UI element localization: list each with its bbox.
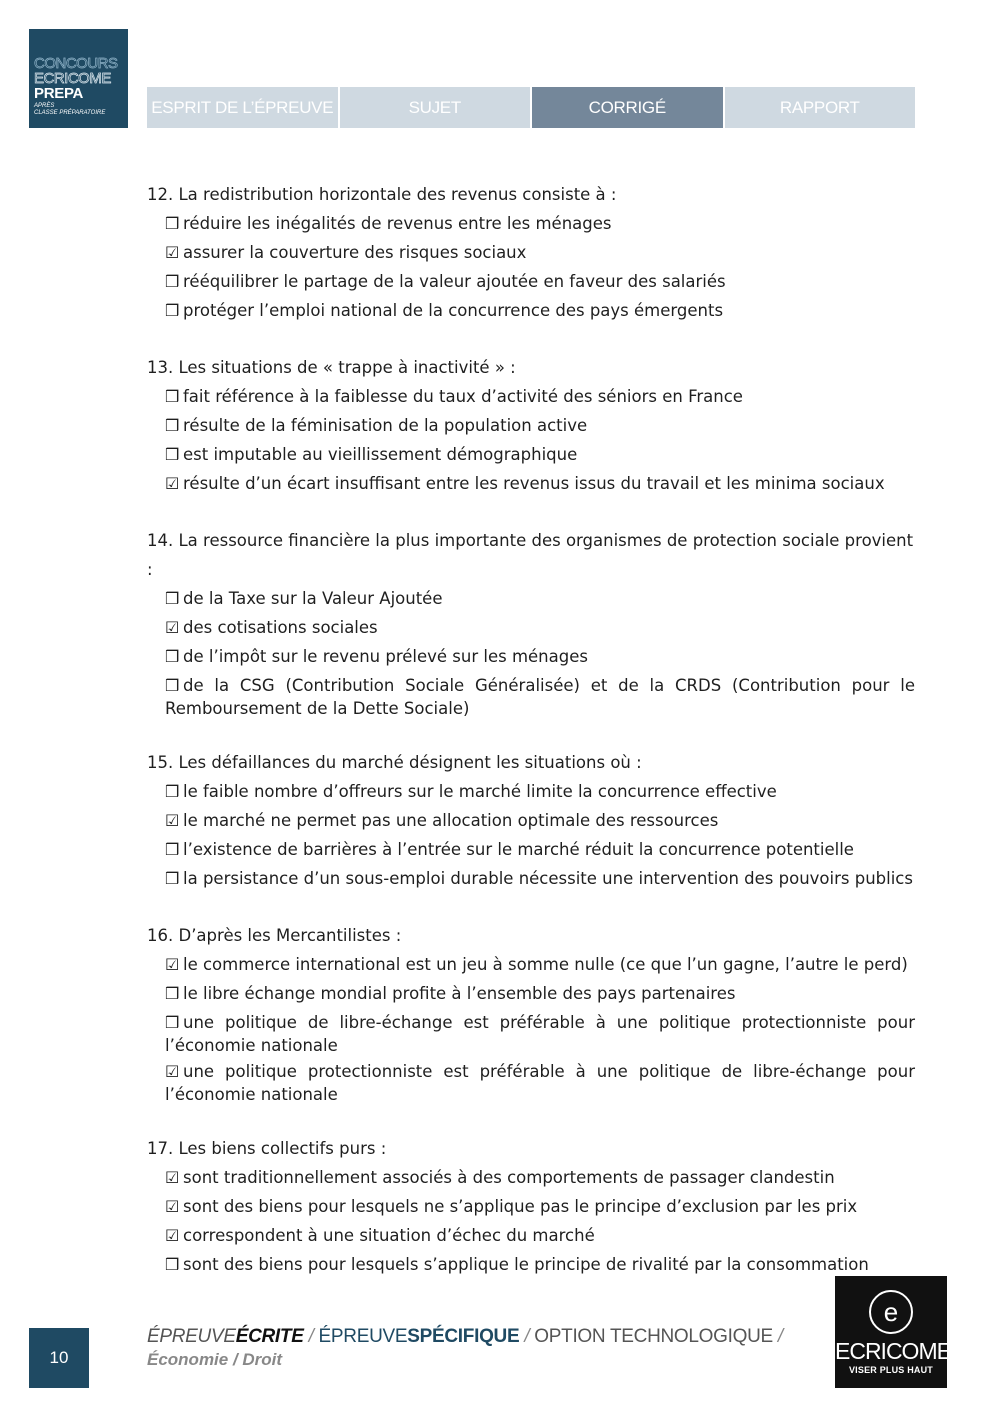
answer-option xyxy=(147,806,915,835)
answer-option xyxy=(147,1250,915,1279)
answer-text: la persistance d’un sous-emploi durable nécessite une intervention des pouvoirs publics xyxy=(183,869,913,888)
footer-separator: / xyxy=(308,1326,314,1347)
qcm-answers xyxy=(147,180,915,1307)
question-block xyxy=(147,748,915,893)
footer-specifique: SPÉCIFIQUE xyxy=(407,1326,520,1347)
answer-option xyxy=(147,1163,915,1192)
answer-option xyxy=(147,1192,915,1221)
answer-text: sont des biens pour lesquels s’applique le principe de rivalité par la consommation xyxy=(183,1255,869,1274)
tab-esprit[interactable]: ESPRIT DE L’ÉPREUVE xyxy=(147,87,338,128)
answer-text: assurer la couverture des risques sociaux xyxy=(183,243,527,262)
empty-checkbox-icon[interactable]: ❒ xyxy=(165,272,180,291)
logo-line-prepa: PREPA xyxy=(34,85,84,102)
answer-option xyxy=(147,238,915,267)
logo-line-ecricome: ECRICOME xyxy=(34,70,111,87)
answer-option xyxy=(147,674,915,720)
answer-option xyxy=(147,613,915,642)
empty-checkbox-icon[interactable]: ❒ xyxy=(165,676,180,695)
answer-option xyxy=(147,1060,915,1106)
logo-classe-preparatoire: CLASSE PRÉPARATOIRE xyxy=(34,109,106,116)
checked-box-icon[interactable]: ☑ xyxy=(165,243,180,262)
answer-text: de l’impôt sur le revenu prélevé sur les ménages xyxy=(183,647,588,666)
answer-text: réduire les inégalités de revenus entre les ménages xyxy=(183,214,612,233)
empty-checkbox-icon[interactable]: ❒ xyxy=(165,387,180,406)
logo-line-apres xyxy=(34,103,128,116)
empty-checkbox-icon[interactable]: ❒ xyxy=(165,782,180,801)
answer-text: une politique de libre-échange est préférable à une politique protectionniste pour l’économie nationale xyxy=(165,1013,915,1055)
footer-ecrite: ÉCRITE xyxy=(235,1326,304,1347)
answer-option xyxy=(147,979,915,1008)
question-block xyxy=(147,921,915,1106)
logo-line-concours: CONCOURS xyxy=(34,55,118,72)
checked-box-icon[interactable]: ☑ xyxy=(165,1226,180,1245)
answer-option xyxy=(147,209,915,238)
checked-box-icon[interactable]: ☑ xyxy=(165,955,180,974)
answer-option xyxy=(147,411,915,440)
answer-text: de la Taxe sur la Valeur Ajoutée xyxy=(183,589,443,608)
answer-text: est imputable au vieillissement démographique xyxy=(183,445,578,464)
question-block xyxy=(147,180,915,325)
question-title: 13. Les situations de « trappe à inactivité » : xyxy=(147,358,516,377)
answer-text: le commerce international est un jeu à somme nulle (ce que l’un gagne, l’autre le perd) xyxy=(183,955,908,974)
empty-checkbox-icon[interactable]: ❒ xyxy=(165,869,180,888)
empty-checkbox-icon[interactable]: ❒ xyxy=(165,445,180,464)
answer-text: correspondent à une situation d’échec du marché xyxy=(183,1226,595,1245)
answer-option xyxy=(147,1011,915,1057)
answer-text: l’existence de barrières à l’entrée sur le marché réduit la concurrence potentielle xyxy=(183,840,854,859)
tab-rapport[interactable]: RAPPORT xyxy=(725,87,916,128)
empty-checkbox-icon[interactable]: ❒ xyxy=(165,416,180,435)
answer-option xyxy=(147,584,915,613)
answer-text: une politique protectionniste est préférable à une politique de libre-échange pour l’économie nationale xyxy=(165,1062,915,1104)
answer-option xyxy=(147,777,915,806)
question-title: 15. Les défaillances du marché désignent les situations où : xyxy=(147,753,642,772)
ecricome-e-icon: e xyxy=(869,1290,913,1334)
checked-box-icon[interactable]: ☑ xyxy=(165,1062,180,1081)
answer-text: rééquilibrer le partage de la valeur ajoutée en faveur des salariés xyxy=(183,272,726,291)
answer-text: fait référence à la faiblesse du taux d’activité des séniors en France xyxy=(183,387,743,406)
answer-option xyxy=(147,267,915,296)
checked-box-icon[interactable]: ☑ xyxy=(165,618,180,637)
concours-ecricome-prepa-logo xyxy=(29,29,128,128)
answer-option xyxy=(147,296,915,325)
tab-corrige[interactable]: CORRIGÉ xyxy=(532,87,723,128)
answer-text: résulte de la féminisation de la population active xyxy=(183,416,588,435)
answer-text: le marché ne permet pas une allocation optimale des ressources xyxy=(183,811,719,830)
checked-box-icon[interactable]: ☑ xyxy=(165,1197,180,1216)
answer-option xyxy=(147,835,915,864)
answer-text: des cotisations sociales xyxy=(183,618,378,637)
footer-option: OPTION TECHNOLOGIQUE xyxy=(534,1326,773,1347)
answer-text: protéger l’emploi national de la concurrence des pays émergents xyxy=(183,301,724,320)
brand-name: ECRICOME xyxy=(835,1338,951,1364)
question-title: 14. La ressource financière la plus importante des organismes de protection sociale provient : xyxy=(147,531,914,579)
footer-epreuve: ÉPREUVE xyxy=(147,1326,236,1347)
empty-checkbox-icon[interactable]: ❒ xyxy=(165,647,180,666)
answer-option xyxy=(147,382,915,411)
footer-exam-line xyxy=(147,1326,783,1348)
question-title: 17. Les biens collectifs purs : xyxy=(147,1139,387,1158)
answer-text: le faible nombre d’offreurs sur le marché limite la concurrence effective xyxy=(183,782,777,801)
checked-box-icon[interactable]: ☑ xyxy=(165,1168,180,1187)
footer-separator: / xyxy=(777,1326,783,1347)
answer-text: de la CSG (Contribution Sociale Généralisée) et de la CRDS (Contribution pour le Remboursement de la Dette Sociale) xyxy=(165,676,915,718)
answer-option xyxy=(147,469,915,498)
tab-sujet[interactable]: SUJET xyxy=(340,87,531,128)
question-title: 16. D’après les Mercantilistes : xyxy=(147,926,402,945)
footer-epreuve-2: ÉPREUVE xyxy=(318,1326,408,1347)
empty-checkbox-icon[interactable]: ❒ xyxy=(165,301,180,320)
empty-checkbox-icon[interactable]: ❒ xyxy=(165,984,180,1003)
answer-option xyxy=(147,864,915,893)
footer-subject: Économie / Droit xyxy=(147,1350,283,1369)
page-number: 10 xyxy=(29,1328,89,1388)
answer-option xyxy=(147,440,915,469)
question-title: 12. La redistribution horizontale des revenus consiste à : xyxy=(147,185,617,204)
answer-text: sont des biens pour lesquels ne s’applique pas le principe d’exclusion par les prix xyxy=(183,1197,858,1216)
ecricome-brand-logo xyxy=(835,1276,951,1388)
empty-checkbox-icon[interactable]: ❒ xyxy=(165,589,180,608)
section-tabs xyxy=(147,87,915,128)
empty-checkbox-icon[interactable]: ❒ xyxy=(165,1255,180,1274)
answer-option xyxy=(147,950,915,979)
answer-option xyxy=(147,642,915,671)
question-block xyxy=(147,353,915,498)
answer-text: le libre échange mondial profite à l’ensemble des pays partenaires xyxy=(183,984,736,1003)
footer-separator: / xyxy=(524,1326,530,1347)
logo-apres: APRÈS xyxy=(34,103,55,109)
footer-exam-info xyxy=(147,1326,783,1370)
question-block xyxy=(147,526,915,720)
empty-checkbox-icon[interactable]: ❒ xyxy=(165,840,180,859)
empty-checkbox-icon[interactable]: ❒ xyxy=(165,214,180,233)
checked-box-icon[interactable]: ☑ xyxy=(165,474,180,493)
answer-text: sont traditionnellement associés à des comportements de passager clandestin xyxy=(183,1168,835,1187)
answer-option xyxy=(147,1221,915,1250)
checked-box-icon[interactable]: ☑ xyxy=(165,811,180,830)
question-block xyxy=(147,1134,915,1279)
answer-text: résulte d’un écart insuffisant entre les revenus issus du travail et les minima sociaux xyxy=(183,474,885,493)
brand-tagline: VISER PLUS HAUT xyxy=(848,1365,933,1375)
empty-checkbox-icon[interactable]: ❒ xyxy=(165,1013,180,1032)
